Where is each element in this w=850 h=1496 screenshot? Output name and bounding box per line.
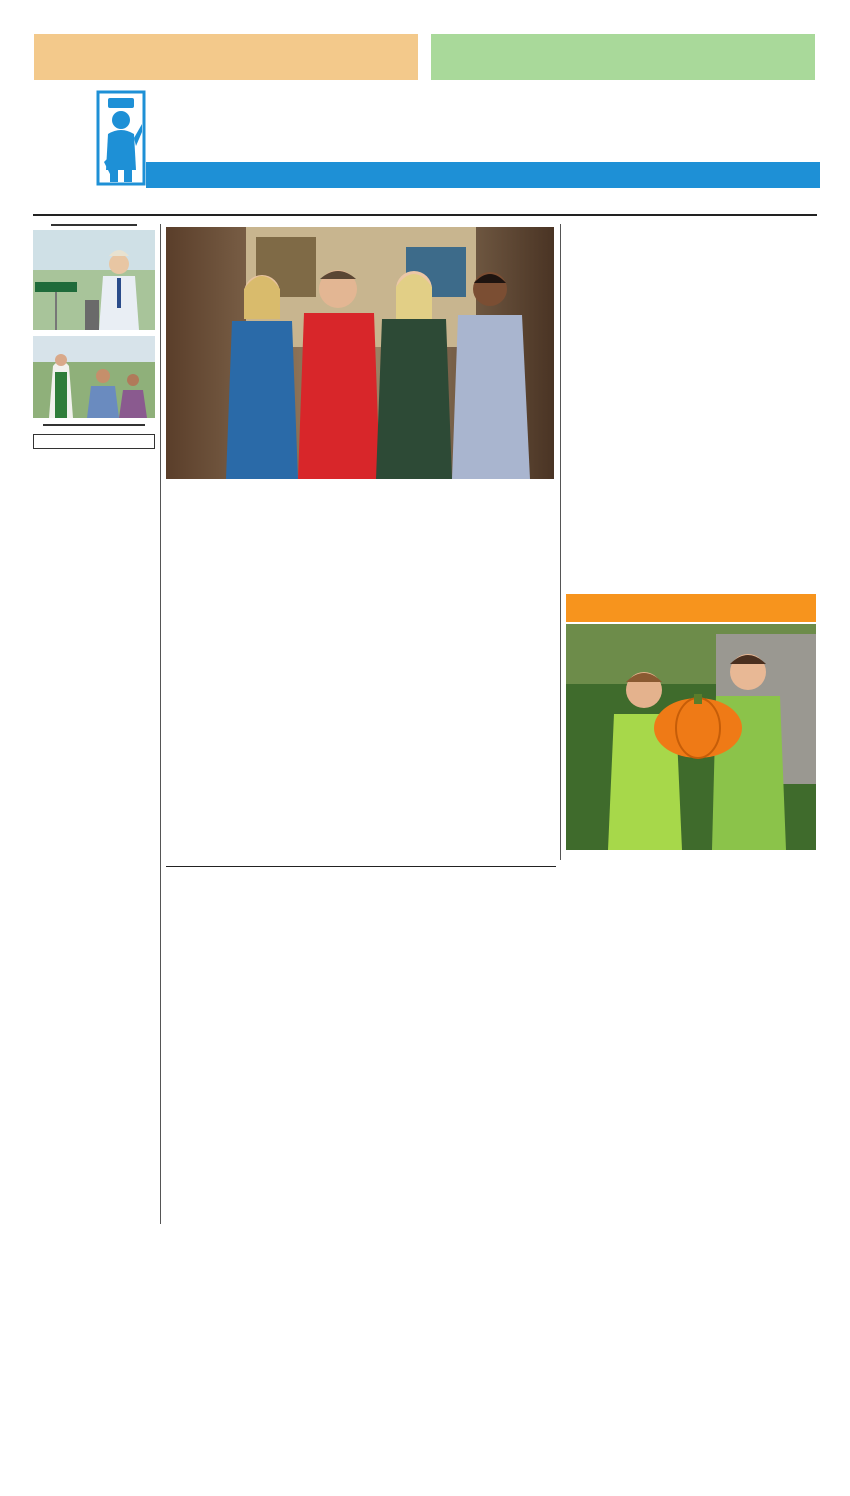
department-index (33, 434, 155, 449)
pumpkin-header (566, 594, 816, 622)
masthead-rule (33, 214, 817, 216)
masthead-logo-icon (96, 90, 146, 186)
fine-arts-col1 (166, 562, 288, 564)
sidebar-divider (160, 224, 161, 1224)
binks-col1-text (566, 358, 688, 588)
blessing-animals-photo (33, 336, 155, 418)
fine-arts-col1-text (166, 588, 288, 858)
binks-jump[interactable] (660, 578, 816, 590)
mid-rule (166, 866, 556, 867)
opinion-label (43, 424, 145, 426)
center-divider (560, 224, 561, 860)
pumpkin-photo (566, 624, 816, 850)
fine-arts-jump[interactable] (432, 847, 554, 859)
fine-arts-photo (166, 227, 554, 479)
binks-byline-block (566, 335, 688, 338)
masthead-towns-bar (146, 162, 820, 188)
fine-arts-col2-text (299, 562, 421, 858)
banner-left[interactable] (34, 34, 418, 80)
fdot-section (166, 560, 554, 561)
sidebar (33, 224, 155, 1354)
inside-label (51, 224, 137, 226)
banner-right[interactable] (431, 34, 815, 80)
binks-col2-text (694, 335, 816, 579)
fine-arts-col3-text (432, 562, 554, 846)
ken-adams-photo (33, 230, 155, 330)
